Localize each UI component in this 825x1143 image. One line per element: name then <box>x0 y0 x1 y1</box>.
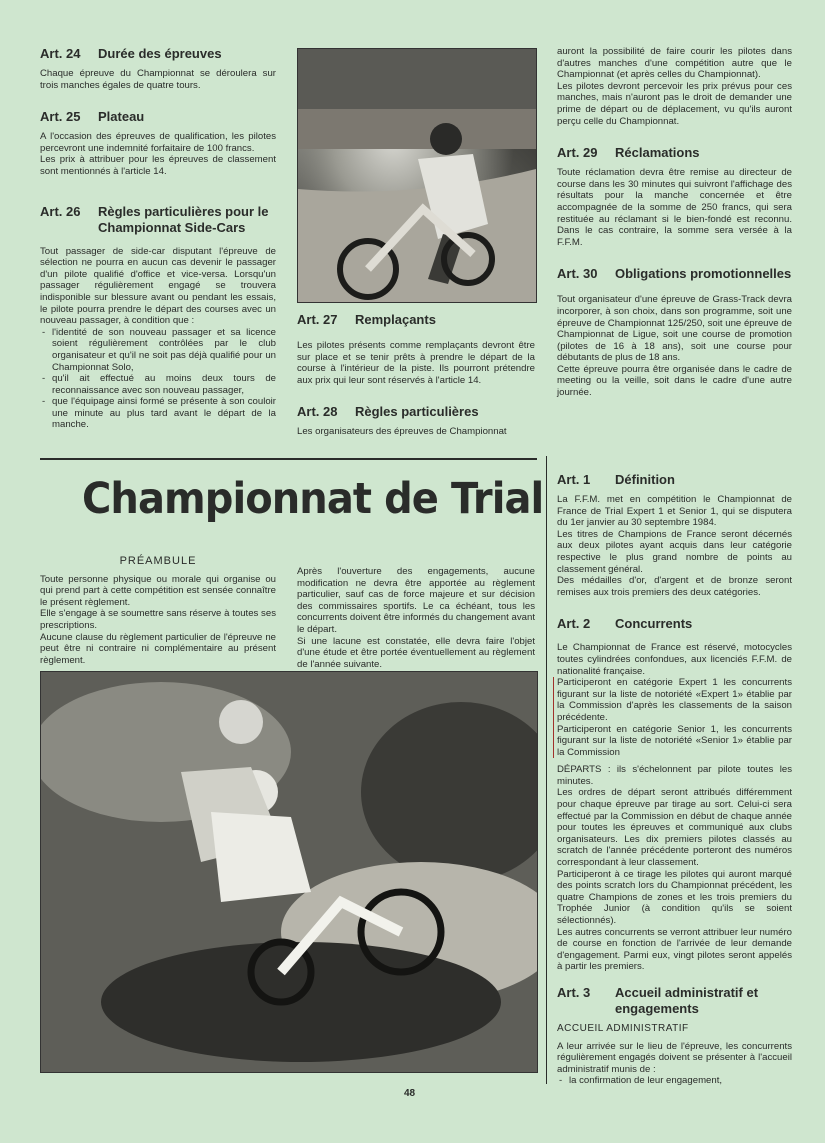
preamble-p2: Elle s'engage à se soumettre sans réserve à toutes ses prescriptions. <box>40 608 276 631</box>
preamble-heading: PRÉAMBULE <box>119 555 197 567</box>
page-number: 48 <box>404 1088 416 1099</box>
preamble-p4: Après l'ouverture des engagements, aucune modification ne devra être apportée au règlement particulier, sauf cas de force majeure et sur décision des commissaires sportifs. Le ca échéant, tous les concurrents doivent être informés du changement avant le départ. <box>297 566 535 635</box>
article-2-p1: Le Championnat de France est réservé, motocycles toutes cylindrées confondues, aux licenciés F.F.M. de nationalité française. <box>557 642 792 677</box>
article-1-heading <box>557 472 792 488</box>
article-24-text: Chaque épreuve du Championnat se déroulera sur trois manches égales de quatre tours. <box>40 68 276 91</box>
article-1 <box>557 472 792 598</box>
article-25-heading <box>40 109 276 125</box>
article-24 <box>40 46 276 91</box>
preamble-right <box>297 566 535 670</box>
article-28-cont-p1: auront la possibilité de faire courir les pilotes dans d'autres manches d'une compétition autre que le Championnat (et après celles du Championnat). <box>557 46 792 81</box>
page-title: Championnat de Trial <box>82 474 544 524</box>
article-2-heading <box>557 616 792 632</box>
article-number: Art. 30 <box>557 266 598 282</box>
list-item: - l'identité de son nouveau passager et sa licence soient régulièrement contrôlées par le club organisateur et qu'il ne soit pas déjà qualifié pour un Championnat Solo, <box>52 327 276 373</box>
article-number: Art. 29 <box>557 145 598 161</box>
article-26-p1: Tout passager de side-car disputant l'épreuve de sélection ne pourra en aucun cas devenir le passager d'un pilote qualifié d'office et vice-versa. Lorsqu'un passager régulièrement engagé se trouvera indisponible sur blessure avant ou pendant les essais, le pilote pourra prendre le départ des courses avec un nouveau passager, à condition que : <box>40 245 276 327</box>
article-29-heading <box>557 145 792 161</box>
article-28-text: Les organisateurs des épreuves de Championnat <box>297 426 507 438</box>
article-3-list <box>557 1075 792 1087</box>
article-2-p7: Les autres concurrents se verront attribuer leur numéro de course en fonction de l'arrivée de leur demande d'engagement. Parmi eux, vingt pilotes seront appelés à partir les premiers. <box>557 926 792 973</box>
article-1-p2: Les titres de Champions de France seront décernés aux deux pilotes ayant acquis dans leur catégorie respective le plus grand nombre de points au classement général. <box>557 528 792 575</box>
article-30-heading <box>557 266 792 282</box>
article-27 <box>297 312 535 386</box>
column-divider <box>546 456 547 1084</box>
article-2-p2: Participeront en catégorie Expert 1 les concurrents figurant sur la liste de notoriété «Expert 1» établie par la Commission d'après les classements de la saison précédente. <box>557 677 792 723</box>
speedway-rider-illustration <box>298 49 536 302</box>
article-30-p1: Tout organisateur d'une épreuve de Grass-Track devra incorporer, à son choix, dans son programme, soit une épreuve de Championnat 125/250, soit une épreuve de Championnat de Ligue, soit une course de promotion (pilotes de 16 à 18 ans), soit une course pour débutants de plus de 18 ans. <box>557 294 792 364</box>
article-24-heading <box>40 46 276 62</box>
preamble-left <box>40 556 276 666</box>
annotation-bracket <box>553 677 792 758</box>
column-4 <box>557 472 792 1105</box>
article-3 <box>557 985 792 1087</box>
article-1-p3: Des médailles d'or, d'argent et de bronze seront remises aux trois premiers des deux catégories. <box>557 575 792 598</box>
article-25 <box>40 109 276 177</box>
article-2 <box>557 616 792 973</box>
preamble-p1: Toute personne physique ou morale qui organise ou qui prend part à cette compétition est sensée connaître le présent règlement. <box>40 573 276 608</box>
list-item: - la confirmation de leur engagement, <box>569 1075 792 1087</box>
article-27-heading <box>297 312 535 328</box>
trial-rider-photo <box>40 671 538 1073</box>
preamble-p3: Aucune clause du règlement particulier de l'épreuve ne peut être ni contraire ni complémentaire au présent règlement. <box>40 631 276 666</box>
article-number: Art. 3 <box>557 984 591 1000</box>
article-26-heading <box>40 204 276 236</box>
article-25-p1: A l'occasion des épreuves de qualification, les pilotes percevront une indemnité forfaitaire de 100 francs. <box>40 131 276 154</box>
article-title: Durée des épreuves <box>98 46 222 61</box>
article-30 <box>557 266 792 398</box>
article-title: Réclamations <box>615 145 700 161</box>
article-1-p1: La F.F.M. met en compétition le Championnat de France de Trial Expert 1 et Senior 1, qui se disputera du 1er janvier au 30 septembre 1984. <box>557 494 792 529</box>
article-number: Art. 26 <box>40 203 81 219</box>
article-28-heading <box>297 404 535 420</box>
article-28-cont-p2: Les pilotes devront percevoir les prix prévus pour ces manches, mais n'auront pas le droit de demander une prime de départ ou de déplacement, vu qu'ils auront perçu celle du Championnat. <box>557 80 792 127</box>
article-26-list <box>40 327 276 431</box>
column-1 <box>40 46 276 449</box>
article-number: Art. 28 <box>297 404 338 420</box>
speedway-rider-photo <box>297 48 537 303</box>
article-29 <box>557 145 792 248</box>
trial-rider-illustration <box>41 672 537 1072</box>
article-27-text: Les pilotes présents comme remplaçants devront être sur place et se tenir prêts à prendre le départ de la course à l'intérieur de la piste. Ils pourront prétendre aux prix qui leur sont réservés à l'article 14. <box>297 340 535 386</box>
article-25-p2: Les prix à attribuer pour les épreuves de classement sont mentionnés à l'article 14. <box>40 154 276 177</box>
article-28-continued <box>557 46 792 127</box>
article-2-p6: Participeront à ce tirage les pilotes qui auront marqué des points scratch lors du Championnat précédent, les quatre Champions de zones et les trois premiers du Trophée Junior (à condition qu'ils se soient sélectionnés). <box>557 868 792 926</box>
preamble-p5: Si une lacune est constatée, elle devra faire l'objet d'une étude et être portée éventuellement au règlement de l'année suivante. <box>297 635 535 670</box>
article-30-p2: Cette épreuve pourra être organisée dans le cadre de meeting ou la veille, soit dans le cadre d'une autre journée. <box>557 363 792 399</box>
article-number: Art. 24 <box>40 46 81 61</box>
article-title: Concurrents <box>615 616 693 632</box>
list-item: - qu'il ait effectué au moins deux tours de reconnaissance avec son nouveau passager, <box>52 373 276 396</box>
article-2-p5: Les ordres de départ seront attribués différemment pour chaque épreuve par tirage au sort. Celui-ci sera effectué par la Commission en début de chaque année pour toutes les épreuves et communiqué aux clubs organisateurs. Les dix premiers pilotes classés au scratch de l'année précédente porteront des numéros correspondant à leur classement. <box>557 787 792 869</box>
article-title: Règles particulières pour le Championnat Side-Cars <box>98 203 269 235</box>
article-title: Règles particulières <box>355 404 479 420</box>
article-number: Art. 1 <box>557 472 591 487</box>
article-title: Accueil administratif et engagements <box>615 984 759 1016</box>
list-item: - que l'équipage ainsi formé se présente à son couloir une minute au plus tard avant le départ de la manche. <box>52 396 276 431</box>
column-2 <box>297 312 535 456</box>
article-number: Art. 2 <box>557 616 591 632</box>
article-title: Plateau <box>98 109 145 125</box>
article-title: Obligations promotionnelles <box>615 266 792 282</box>
article-title: Définition <box>615 472 675 487</box>
article-3-subheading: ACCUEIL ADMINISTRATIF <box>557 1022 689 1034</box>
article-2-p4: DÉPARTS : ils s'échelonnent par pilote toutes les minutes. <box>557 764 792 787</box>
article-29-text: Toute réclamation devra être remise au directeur de course dans les 30 minutes qui suivront l'affichage des résultats pour la manche concernée et être accompagnée de la somme de 250 francs, qui sera restituée au réclamant si le bien-fondé est reconnu. Dans le cas contraire, la somme sera versée à la F.F.M. <box>557 167 792 248</box>
article-3-heading <box>557 985 792 1017</box>
article-number: Art. 25 <box>40 109 81 125</box>
article-3-p1: A leur arrivée sur le lieu de l'épreuve, les concurrents régulièrement engagés doivent se présenter à l'accueil administratif munis de : <box>557 1040 792 1075</box>
article-number: Art. 27 <box>297 312 338 327</box>
section-divider <box>40 458 537 460</box>
article-title: Remplaçants <box>355 312 436 327</box>
article-2-p3: Participeront en catégorie Senior 1, les concurrents figurant sur la liste de notoriété «Senior 1» établie par la Commission <box>557 723 792 758</box>
article-26 <box>40 204 276 432</box>
column-3 <box>557 46 792 417</box>
article-28 <box>297 404 535 438</box>
